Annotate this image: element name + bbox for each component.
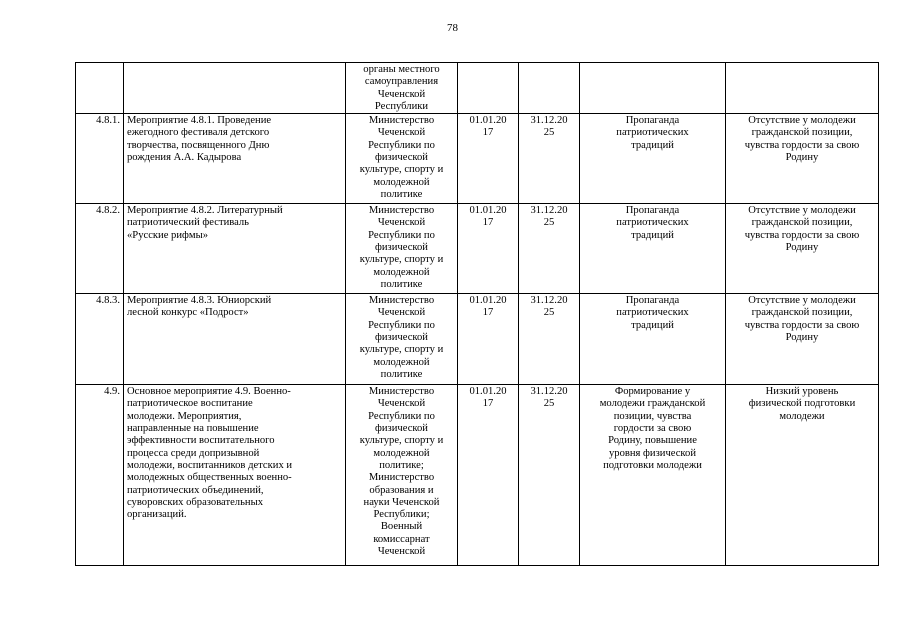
consequence: Отсутствие у молодежи гражданской позиции, чувства гордости за свою Родину [744, 115, 860, 164]
end-date: 31.12.20 25 [530, 115, 568, 139]
row-number-cell [76, 385, 124, 566]
end-date: 31.12.20 25 [530, 386, 568, 410]
row-number-cell [76, 294, 124, 385]
executor: Министерство Чеченской Республики по физической культуре, спорту и молодежной политике [359, 295, 444, 380]
table-row [76, 294, 879, 385]
executor-cell [346, 63, 458, 114]
activity-name: Мероприятие 4.8.2. Литературный патриотический фестиваль «Русские рифмы» [127, 205, 283, 241]
expected-result-cell [580, 294, 726, 385]
executor: органы местного самоуправления Чеченской Республики [363, 64, 440, 112]
end-date-cell [519, 114, 580, 204]
start-date-cell [458, 204, 519, 294]
executor: Министерство Чеченской Республики по физической культуре, спорту и молодежной политике; Министерство образования и науки Чеченской Республики; Военный комиссарнат Чеченской [359, 386, 444, 558]
activities-table [75, 62, 879, 566]
expected-result-cell [580, 204, 726, 294]
consequence: Отсутствие у молодежи гражданской позиции, чувства гордости за свою Родину [744, 295, 860, 344]
activity-name: Основное мероприятие 4.9. Военно- патриотическое воспитание молодежи. Мероприятия, направленные на повышение эффективности воспитательного процесса среди допризывной молодежи, воспитанников детских и молодежных общественных военно- патриотических объединений, суворовских образовательных организаций. [127, 386, 293, 521]
end-date: 31.12.20 25 [530, 205, 568, 229]
end-date-cell [519, 204, 580, 294]
expected-result: Формирование у молодежи гражданской позиции, чувства гордости за свою Родину, повышение уровня физической подготовки молодежи [599, 386, 706, 471]
start-date-cell [458, 114, 519, 204]
activity-name-cell [124, 204, 346, 294]
table-row [76, 385, 879, 566]
table-row [76, 63, 879, 114]
start-date: 01.01.20 17 [469, 295, 507, 319]
table-row [76, 204, 879, 294]
end-date: 31.12.20 25 [530, 295, 568, 319]
consequence: Низкий уровень физической подготовки молодежи [748, 386, 856, 422]
activity-name-cell [124, 385, 346, 566]
activity-name-cell [124, 294, 346, 385]
activity-name: Мероприятие 4.8.1. Проведение ежегодного фестиваля детского творчества, посвященного Дню рождения А.А. Кадырова [127, 115, 272, 164]
consequence-cell [726, 204, 879, 294]
row-number-cell [76, 114, 124, 204]
executor: Министерство Чеченской Республики по физической культуре, спорту и молодежной политике [359, 115, 444, 200]
executor-cell [346, 114, 458, 204]
expected-result-cell [580, 385, 726, 566]
row-number: 4.8.3. [96, 295, 120, 307]
row-number-cell [76, 204, 124, 294]
end-date-cell [519, 294, 580, 385]
start-date: 01.01.20 17 [469, 386, 507, 410]
executor-cell [346, 385, 458, 566]
row-number: 4.9. [104, 386, 120, 398]
table-row [76, 114, 879, 204]
row-number-cell [76, 63, 124, 114]
end-date-cell [519, 385, 580, 566]
executor-cell [346, 204, 458, 294]
expected-result: Пропаганда патриотических традиций [616, 115, 689, 151]
activity-name: Мероприятие 4.8.3. Юниорский лесной конкурс «Подрост» [127, 295, 272, 319]
consequence-cell [726, 294, 879, 385]
start-date-cell [458, 63, 519, 114]
expected-result-cell [580, 63, 726, 114]
consequence-cell [726, 114, 879, 204]
activity-name-cell [124, 63, 346, 114]
start-date: 01.01.20 17 [469, 205, 507, 229]
row-number: 4.8.2. [96, 205, 120, 217]
row-number: 4.8.1. [96, 115, 120, 127]
executor: Министерство Чеченской Республики по физической культуре, спорту и молодежной политике [359, 205, 444, 290]
table-body [76, 63, 879, 566]
end-date-cell [519, 63, 580, 114]
expected-result-cell [580, 114, 726, 204]
expected-result: Пропаганда патриотических традиций [616, 295, 689, 331]
start-date: 01.01.20 17 [469, 115, 507, 139]
page-number: 78 [447, 22, 458, 34]
consequence-cell [726, 385, 879, 566]
consequence: Отсутствие у молодежи гражданской позиции, чувства гордости за свою Родину [744, 205, 860, 254]
start-date-cell [458, 385, 519, 566]
executor-cell [346, 294, 458, 385]
start-date-cell [458, 294, 519, 385]
expected-result: Пропаганда патриотических традиций [616, 205, 689, 241]
consequence-cell [726, 63, 879, 114]
activity-name-cell [124, 114, 346, 204]
